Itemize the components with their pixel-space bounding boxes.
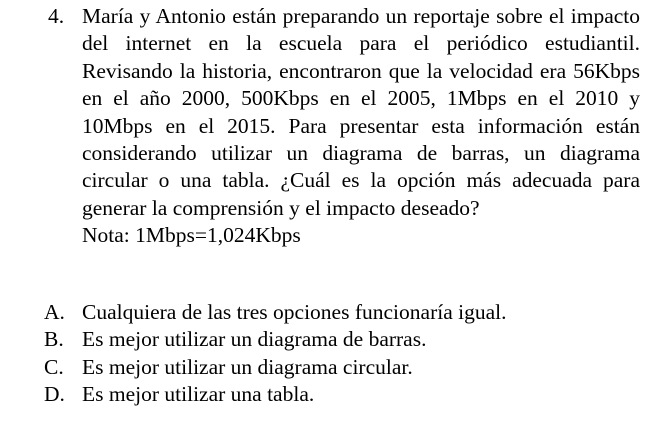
option-d-letter: D. [44,382,65,407]
option-c-text: Es mejor utilizar un diagrama circular. [82,354,413,379]
option-d[interactable] [0,381,653,408]
option-c[interactable] [0,354,653,381]
question-body [82,3,640,250]
option-b[interactable] [0,326,653,353]
option-b-text: Es mejor utilizar un diagrama de barras. [82,327,427,352]
option-a-letter: A. [44,300,65,324]
answer-options [0,299,653,409]
question-text: María y Antonio están preparando un reportaje sobre el impacto del internet en la escuela para el periódico estudiantil. Revisando la historia, encontraron que la velocidad era 56Kbps en el año 2000, 500Kbps en el 2005, 1Mbps en el 2010 y 10Mbps en el 2015. Para presentar esta información están considerando utilizar un diagrama de barras, un diagrama circular o una tabla. ¿Cuál es la opción más adecuada para generar la comprensión y el impacto deseado? [82,4,640,220]
option-b-letter: B. [44,327,64,352]
option-c-letter: C. [44,354,64,379]
question-note: Nota: 1Mbps=1,024Kbps [82,223,301,248]
question-number: 4. [48,4,65,28]
option-a[interactable] [0,299,653,326]
option-a-text: Cualquiera de las tres opciones funcionaría igual. [82,300,507,324]
option-d-text: Es mejor utilizar una tabla. [82,382,315,407]
